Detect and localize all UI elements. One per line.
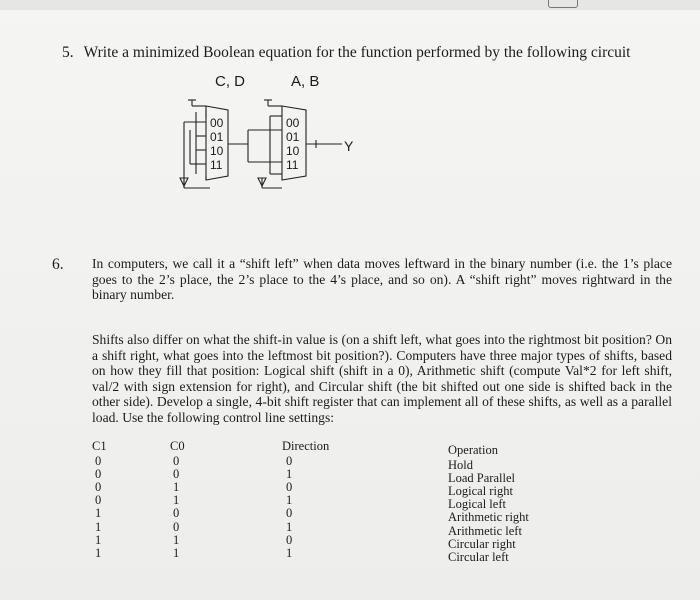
mux-1-input: 10	[210, 144, 224, 158]
table-cell: Logical right	[448, 484, 513, 499]
table-cell: 0	[95, 480, 102, 495]
table-cell: 0	[286, 480, 293, 495]
table-cell: 0	[173, 506, 180, 521]
mux-2-inputs	[286, 116, 299, 172]
table-cell: 1	[286, 519, 293, 534]
table-column-direction	[282, 440, 329, 560]
table-header-direction: Direction	[282, 439, 330, 453]
table-cell: 0	[95, 493, 102, 508]
table-cell: 1	[286, 545, 293, 560]
table-cell: 1	[173, 493, 180, 508]
mux-1-input: 11	[210, 158, 223, 172]
page-top-edge	[0, 0, 700, 10]
table-column-c1	[92, 440, 107, 560]
table-cell: 0	[95, 467, 102, 482]
table-cell: Arithmetic right	[448, 510, 529, 525]
table-header-c0: C0	[170, 439, 185, 453]
table-cell: Circular left	[448, 549, 509, 564]
mux-2-input: 11	[286, 158, 299, 172]
mux-1-inputs	[210, 116, 223, 172]
mux-1-select-label: C, D	[215, 73, 245, 90]
table-cell: 0	[286, 532, 293, 547]
mux-2-input: 10	[286, 144, 300, 158]
table-cell: 1	[173, 480, 180, 495]
question-5	[62, 44, 630, 62]
table-cell: Logical left	[448, 497, 506, 512]
table-cell: 0	[173, 467, 180, 482]
table-cell: 1	[95, 519, 102, 534]
table-column-c0	[170, 440, 185, 560]
mux-output-label: Y	[344, 138, 354, 154]
table-column-operation	[448, 444, 529, 564]
question-6-paragraph-1: In computers, we call it a “shift left” when data moves leftward in the binary number (i.e. the 1’s place goes to the 2’s place, the 2’s place to the 4’s place, and so on). A “shift right” moves rightward in the binary number.	[92, 256, 672, 303]
mux-2-select-label: A, B	[291, 73, 320, 90]
table-cell: 1	[173, 532, 180, 547]
question-5-number: 5.	[62, 44, 74, 61]
mux-circuit-drawing	[170, 70, 370, 200]
table-cell: Circular right	[448, 536, 516, 551]
table-cell: 1	[95, 545, 102, 560]
table-cell: 0	[173, 454, 180, 469]
table-cell: 0	[286, 454, 293, 469]
table-cell: 1	[286, 493, 293, 508]
table-header-c1: C1	[92, 439, 107, 453]
question-6-number: 6.	[52, 256, 64, 273]
table-cell: Arithmetic left	[448, 523, 522, 538]
table-cell: Hold	[448, 458, 473, 473]
question-5-text: Write a minimized Boolean equation for the function performed by the following circuit	[83, 44, 631, 61]
table-cell: 1	[286, 467, 293, 482]
table-cell: 0	[286, 506, 293, 521]
mux-circuit	[170, 70, 370, 200]
table-cell: 1	[173, 545, 180, 560]
table-cell: 0	[173, 519, 180, 534]
table-cell: 1	[95, 532, 102, 547]
mux-2-input: 00	[286, 116, 300, 130]
table-cell: 0	[95, 454, 102, 469]
question-6-paragraph-2: Shifts also differ on what the shift-in value is (on a shift left, what goes into the rightmost bit position? On a shift right, what goes into the leftmost bit position?). Computers have three major types of shifts, based on how they fill that position: Logical shift (shift in a 0), Arithmetic shift (compute Val*2 for left shift, val/2 with sign extension for right), and Circular shift (the bit shifted out one side is shifted back in the other side). Develop a single, 4-bit shift register that can implement all of these shifts, as well as a parallel load. Use the following control line settings:	[92, 332, 672, 425]
table-cell: Load Parallel	[448, 471, 515, 486]
mux-1-input: 00	[210, 116, 224, 130]
edge-mark	[548, 0, 578, 8]
mux-1-input: 01	[210, 130, 224, 144]
mux-2-input: 01	[286, 130, 300, 144]
table-header-operation: Operation	[448, 443, 498, 457]
table-cell: 1	[95, 506, 102, 521]
